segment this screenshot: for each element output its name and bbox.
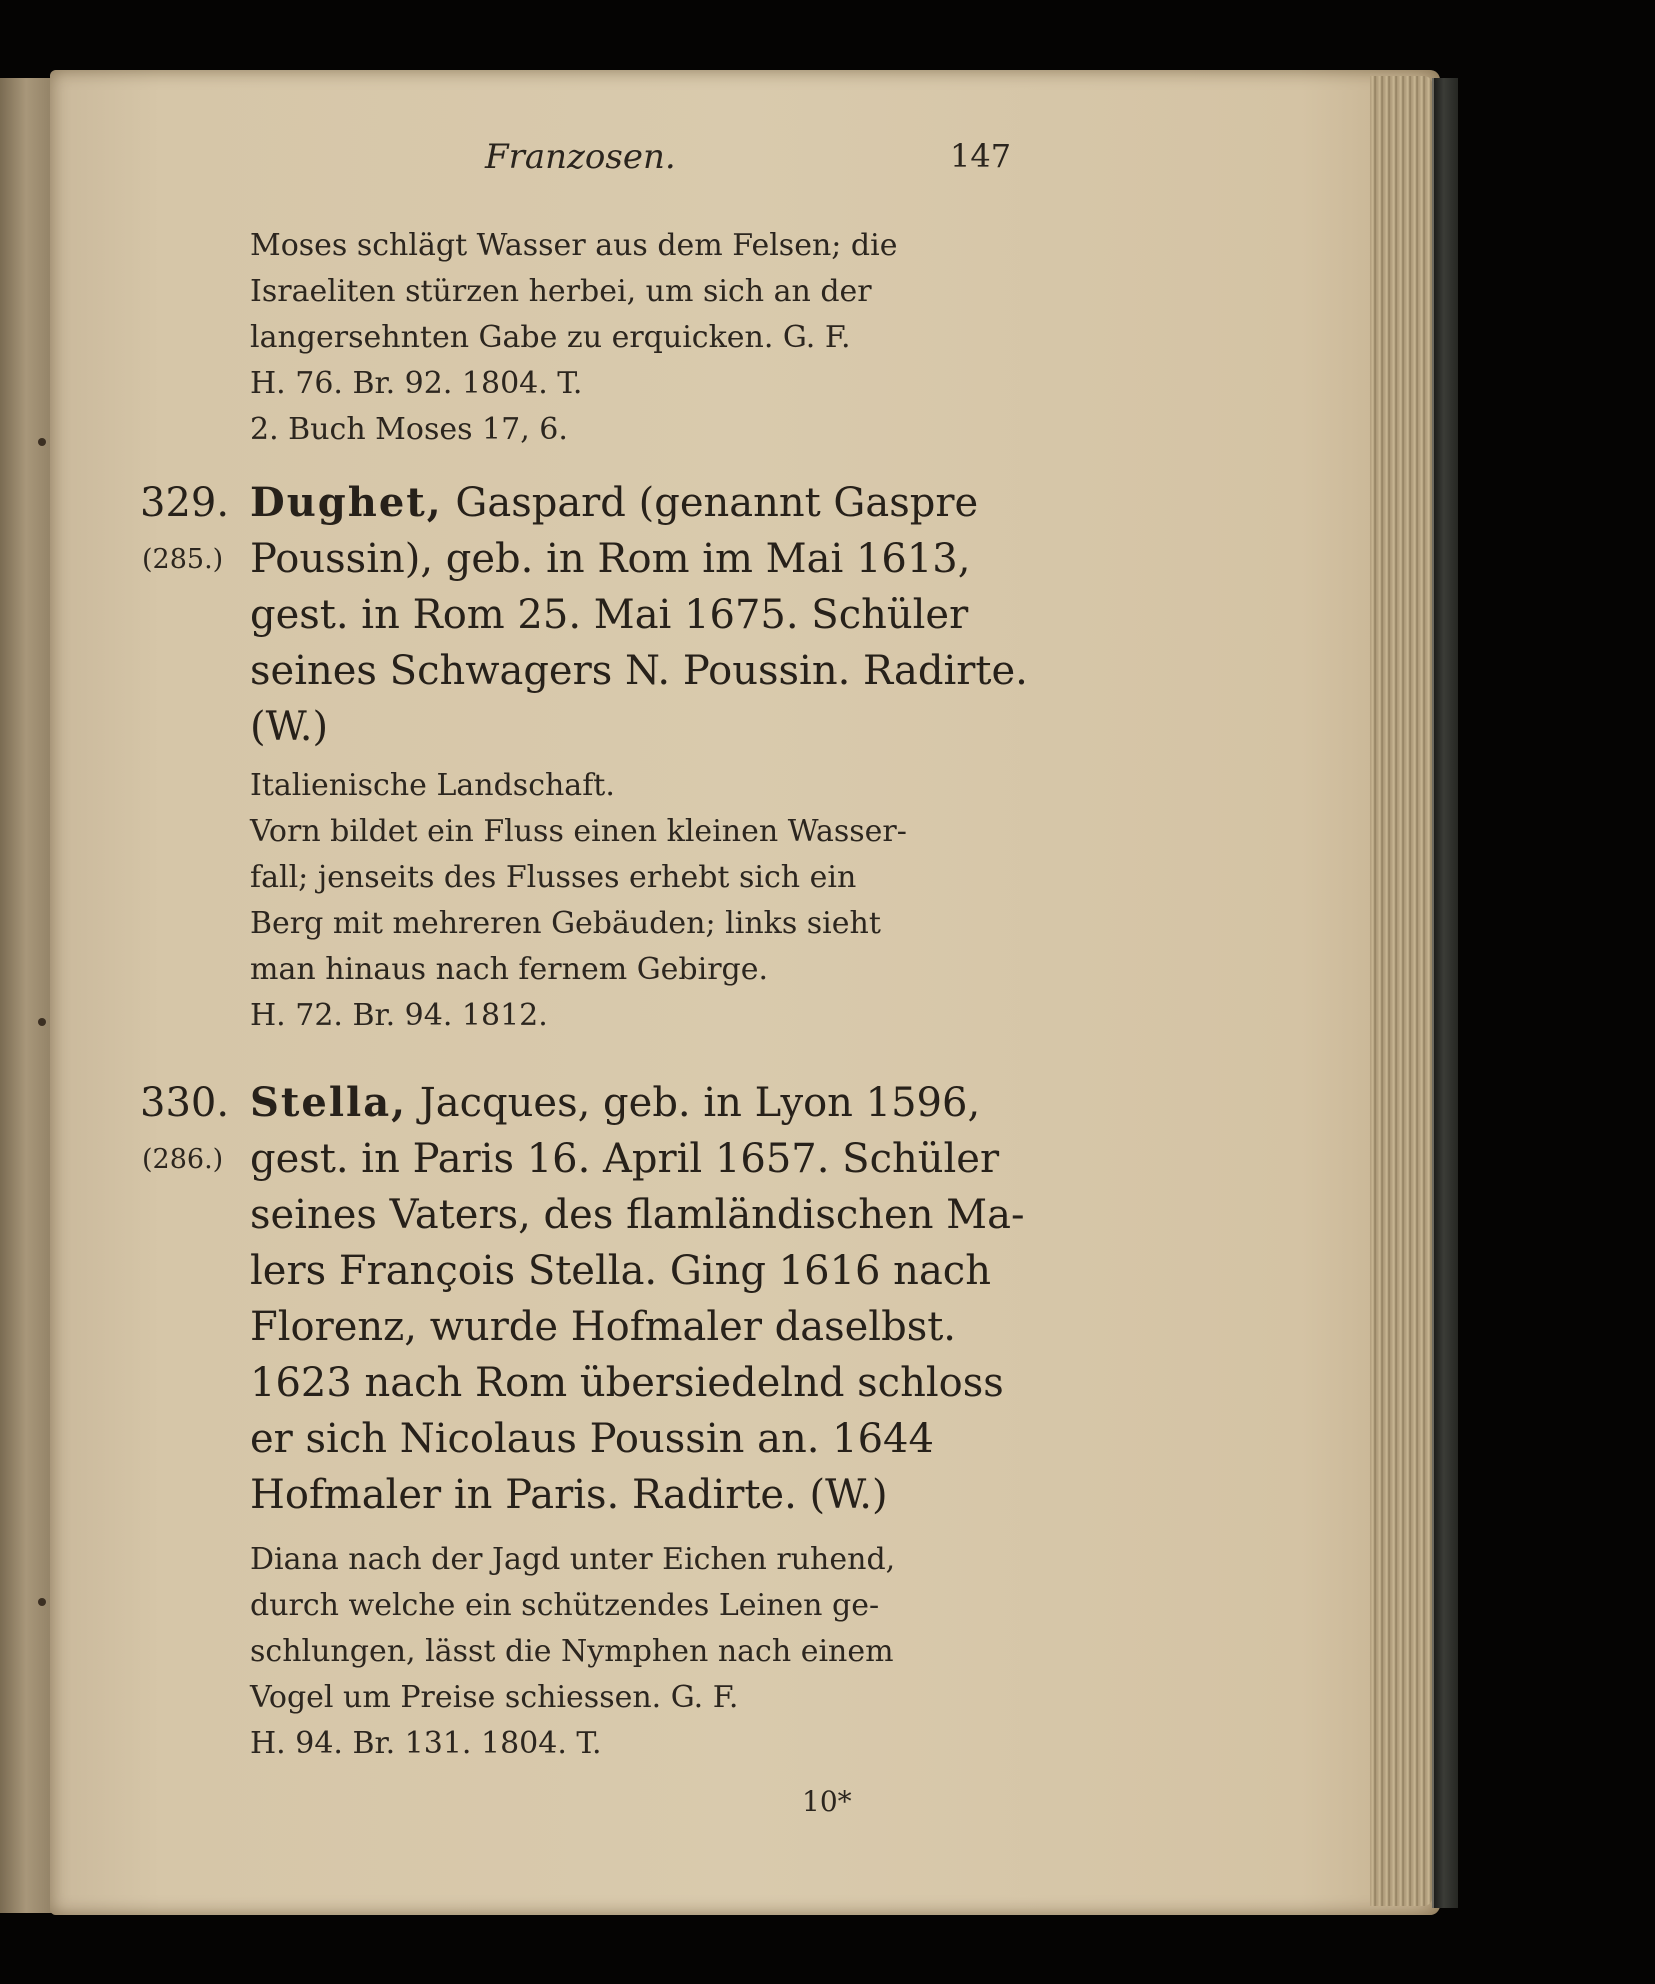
text-line: Vorn bildet ein Fluss einen kleinen Wasser- [250, 814, 907, 849]
page-number: 147 [950, 137, 1012, 175]
entry-number: 329. [140, 480, 230, 526]
running-title: Franzosen. [485, 137, 676, 177]
book-binding [1432, 78, 1458, 1908]
text-line: 2. Buch Moses 17, 6. [250, 412, 568, 447]
text-line: Vogel um Preise schiessen. G. F. [250, 1680, 739, 1715]
entry-number: 330. [140, 1080, 230, 1126]
text-line: 1623 nach Rom übersiedelnd schloss [250, 1360, 1004, 1406]
artist-name: Dughet, [250, 479, 443, 526]
text-line: H. 76. Br. 92. 1804. T. [250, 366, 583, 401]
text-line: man hinaus nach fernem Gebirge. [250, 952, 769, 987]
work-title: Diana nach der Jagd unter Eichen ruhend, [250, 1542, 896, 1577]
text-line: seines Schwagers N. Poussin. Radirte. [250, 648, 1028, 694]
text-line: H. 72. Br. 94. 1812. [250, 998, 548, 1033]
page-edges [1370, 76, 1432, 1906]
work-title: Italienische Landschaft. [250, 768, 615, 803]
old-entry-number: (286.) [142, 1144, 224, 1175]
text-line: gest. in Rom 25. Mai 1675. Schüler [250, 592, 969, 638]
text-line: schlungen, lässt die Nymphen nach einem [250, 1634, 894, 1669]
text-line: Israeliten stürzen herbei, um sich an der [250, 274, 872, 309]
text-line: H. 94. Br. 131. 1804. T. [250, 1726, 602, 1761]
page-text [50, 70, 1440, 1915]
text-line: Gaspard (genannt Gaspre [442, 480, 979, 526]
text-line: lers François Stella. Ging 1616 nach [250, 1248, 991, 1294]
old-entry-number: (285.) [142, 544, 224, 575]
text-line: Hofmaler in Paris. Radirte. (W.) [250, 1472, 888, 1518]
text-line: Berg mit mehreren Gebäuden; links sieht [250, 906, 881, 941]
binding-hole [38, 438, 46, 446]
text-line: (W.) [250, 704, 329, 750]
text-line: durch welche ein schützendes Leinen ge- [250, 1588, 880, 1623]
text-line: gest. in Paris 16. April 1657. Schüler [250, 1136, 1000, 1182]
text-line: Poussin), geb. in Rom im Mai 1613, [250, 536, 971, 582]
text-line: Jacques, geb. in Lyon 1596, [407, 1080, 981, 1126]
entry-heading-line [250, 1075, 980, 1131]
text-line: er sich Nicolaus Poussin an. 1644 [250, 1416, 934, 1462]
binding-hole [38, 1598, 46, 1606]
text-line: langersehnten Gabe zu erquicken. G. F. [250, 320, 851, 355]
text-line: seines Vaters, des flamländischen Ma- [250, 1192, 1025, 1238]
artist-name: Stella, [250, 1079, 408, 1126]
text-line: fall; jenseits des Flusses erhebt sich ein [250, 860, 857, 895]
book-page [50, 70, 1440, 1915]
text-line: Moses schlägt Wasser aus dem Felsen; die [250, 228, 898, 263]
entry-heading-line [250, 475, 978, 531]
binding-hole [38, 1018, 46, 1026]
text-line: Florenz, wurde Hofmaler daselbst. [250, 1304, 957, 1350]
signature-mark: 10* [802, 1785, 852, 1818]
